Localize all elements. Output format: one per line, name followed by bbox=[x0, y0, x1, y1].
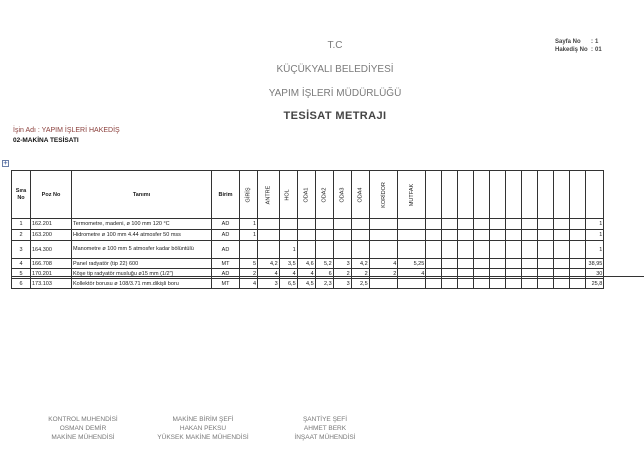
document-title: TESİSAT METRAJI bbox=[283, 110, 387, 122]
cell-poz: 173.103 bbox=[31, 279, 72, 289]
cell-total: 1 bbox=[586, 219, 604, 230]
cell-value bbox=[369, 219, 398, 230]
col-empty bbox=[474, 171, 490, 219]
signature-title: YÜKSEK MAKİNE MÜHENDİSİ bbox=[157, 434, 249, 441]
cell-value bbox=[351, 230, 369, 241]
cell-value: 4 bbox=[240, 279, 258, 289]
cell-value: 2,5 bbox=[351, 279, 369, 289]
signature-role: MAKİNE BİRİM ŞEFİ bbox=[172, 416, 234, 423]
cell-poz: 162.201 bbox=[31, 219, 72, 230]
cell-value: 3 bbox=[333, 259, 351, 269]
header-tc: T.C bbox=[327, 40, 343, 51]
cell-value: 4 bbox=[398, 269, 426, 279]
section-title: 02-MAKİNA TESİSATI bbox=[13, 137, 79, 144]
cell-value bbox=[297, 230, 315, 241]
hakedis-no-value: 01 bbox=[595, 47, 602, 53]
cell-value bbox=[258, 219, 280, 230]
col-room: ODA3 bbox=[333, 171, 351, 219]
cell-birim: AD bbox=[212, 241, 240, 259]
col-room: ANTRE bbox=[258, 171, 280, 219]
cell-tanim: Hidrometre ø 100 mm 4.44 atmosfer 50 mss bbox=[72, 230, 212, 241]
cell-value bbox=[333, 241, 351, 259]
cell-value bbox=[351, 219, 369, 230]
expand-icon[interactable]: + bbox=[3, 159, 8, 167]
cell-value bbox=[279, 230, 297, 241]
cell-value bbox=[398, 279, 426, 289]
cell-sira: 5 bbox=[12, 269, 31, 279]
signature-name: OSMAN DEMİR bbox=[59, 425, 107, 432]
page-info: Sayfa No : 1 Hakediş No : 01 bbox=[555, 39, 602, 53]
hakedis-no-label: Hakediş No bbox=[555, 47, 588, 53]
header-directorate: YAPIM İŞLERİ MÜDÜRLÜĞÜ bbox=[268, 88, 402, 99]
cell-value: 4 bbox=[279, 269, 297, 279]
cell-value: 2 bbox=[369, 269, 398, 279]
page-no-value: 1 bbox=[595, 39, 599, 45]
col-empty bbox=[426, 171, 442, 219]
col-room: GİRİŞ bbox=[240, 171, 258, 219]
cell-value bbox=[315, 219, 333, 230]
cell-value: 3 bbox=[333, 279, 351, 289]
cell-sira: 4 bbox=[12, 259, 31, 269]
table-row bbox=[12, 259, 604, 269]
cell-tanim: Kollektör borusu ø 108/3.71 mm.dikişli boru bbox=[72, 279, 212, 289]
header-municipality: KÜÇÜKYALI BELEDİYESİ bbox=[276, 64, 394, 75]
cell-value bbox=[398, 230, 426, 241]
cell-total: 38,95 bbox=[586, 259, 604, 269]
cell-poz: 166.708 bbox=[31, 259, 72, 269]
cell-value bbox=[333, 219, 351, 230]
cell-value bbox=[333, 230, 351, 241]
cell-tanim: Termometre, madeni, ø 100 mm 120 °C bbox=[72, 219, 212, 230]
cell-value bbox=[351, 241, 369, 259]
col-empty bbox=[554, 171, 570, 219]
cell-poz: 163.200 bbox=[31, 230, 72, 241]
cell-birim: AD bbox=[212, 269, 240, 279]
cell-value: 6 bbox=[315, 269, 333, 279]
cell-tanim: Manometre ø 100 mm 5 atmosfer kadar bölüntülü bbox=[72, 241, 212, 259]
cell-value: 3 bbox=[258, 279, 280, 289]
col-birim: Birim bbox=[212, 171, 240, 219]
cell-total: 1 bbox=[586, 230, 604, 241]
metraj-table bbox=[11, 170, 604, 289]
cell-sira: 1 bbox=[12, 219, 31, 230]
cell-value: 1 bbox=[240, 219, 258, 230]
cell-value: 2 bbox=[240, 269, 258, 279]
col-poz: Poz No bbox=[31, 171, 72, 219]
cell-value: 4,2 bbox=[351, 259, 369, 269]
col-empty bbox=[522, 171, 538, 219]
cell-value: 4,2 bbox=[258, 259, 280, 269]
cell-value: 2 bbox=[333, 269, 351, 279]
cell-poz: 164.300 bbox=[31, 241, 72, 259]
cell-value: 5 bbox=[240, 259, 258, 269]
page-no-label: Sayfa No bbox=[555, 39, 581, 45]
cell-value: 4,5 bbox=[297, 279, 315, 289]
col-empty bbox=[442, 171, 458, 219]
signature-name: HAKAN PEKSU bbox=[179, 425, 227, 432]
signature-name: AHMET BERK bbox=[303, 425, 347, 432]
table-row bbox=[12, 219, 604, 230]
cell-sira: 2 bbox=[12, 230, 31, 241]
cell-value bbox=[315, 241, 333, 259]
cell-sira: 6 bbox=[12, 279, 31, 289]
col-room: ODA1 bbox=[297, 171, 315, 219]
cell-value bbox=[297, 241, 315, 259]
cell-value: 5,25 bbox=[398, 259, 426, 269]
cell-value bbox=[369, 279, 398, 289]
cell-total: 1 bbox=[586, 241, 604, 259]
cell-value: 3,5 bbox=[279, 259, 297, 269]
table-bottom-rule bbox=[11, 276, 644, 277]
cell-value: 4 bbox=[297, 269, 315, 279]
cell-value: 5,2 bbox=[315, 259, 333, 269]
table-row bbox=[12, 279, 604, 289]
cell-value bbox=[369, 241, 398, 259]
cell-value bbox=[258, 230, 280, 241]
cell-value: 1 bbox=[279, 241, 297, 259]
cell-birim: MT bbox=[212, 259, 240, 269]
cell-tanim: Köşe tip radyatör musluğu ø15 mm (1/2") bbox=[72, 269, 212, 279]
col-sira: Sıra No bbox=[12, 171, 31, 219]
col-total bbox=[586, 171, 604, 219]
col-room: KORİDOR bbox=[369, 171, 398, 219]
col-empty bbox=[570, 171, 586, 219]
signature-role: KONTROL MUHENDİSİ bbox=[48, 416, 118, 423]
signature-role: ŞANTİYE ŞEFİ bbox=[302, 416, 348, 423]
signature-title: MAKİNE MÜHENDİSİ bbox=[51, 434, 115, 441]
work-name: İşin Adı : YAPIM İŞLERİ HAKEDİŞ bbox=[13, 127, 120, 134]
col-tanim: Tanımı bbox=[72, 171, 212, 219]
cell-sira: 3 bbox=[12, 241, 31, 259]
signature-unit-chief bbox=[138, 415, 268, 442]
col-empty bbox=[458, 171, 474, 219]
cell-value bbox=[369, 230, 398, 241]
table-row bbox=[12, 269, 604, 279]
col-empty bbox=[506, 171, 522, 219]
cell-total: 30 bbox=[586, 269, 604, 279]
cell-poz: 170.201 bbox=[31, 269, 72, 279]
cell-total: 25,8 bbox=[586, 279, 604, 289]
col-empty bbox=[490, 171, 506, 219]
cell-value: 1 bbox=[240, 230, 258, 241]
signature-title: İNŞAAT MÜHENDİSİ bbox=[294, 434, 356, 441]
cell-value: 4 bbox=[258, 269, 280, 279]
cell-tanim: Panel radyatör (tip 22) 600 bbox=[72, 259, 212, 269]
cell-value: 2,3 bbox=[315, 279, 333, 289]
col-room: MUTFAK bbox=[398, 171, 426, 219]
cell-value bbox=[315, 230, 333, 241]
cell-birim: MT bbox=[212, 279, 240, 289]
cell-value: 6,5 bbox=[279, 279, 297, 289]
col-room: HOL bbox=[279, 171, 297, 219]
signature-control-engineer bbox=[18, 415, 148, 442]
cell-value: 4 bbox=[369, 259, 398, 269]
signature-site-chief bbox=[260, 415, 390, 442]
cell-birim: AD bbox=[212, 230, 240, 241]
cell-value bbox=[398, 219, 426, 230]
table-row bbox=[12, 230, 604, 241]
cell-value bbox=[240, 241, 258, 259]
cell-value: 2 bbox=[351, 269, 369, 279]
cell-value bbox=[279, 219, 297, 230]
col-empty bbox=[538, 171, 554, 219]
col-room: ODA4 bbox=[351, 171, 369, 219]
table-row bbox=[12, 241, 604, 259]
cell-value bbox=[258, 241, 280, 259]
table-header-row bbox=[12, 171, 604, 219]
col-room: ODA2 bbox=[315, 171, 333, 219]
cell-value bbox=[398, 241, 426, 259]
cell-value: 4,6 bbox=[297, 259, 315, 269]
cell-birim: AD bbox=[212, 219, 240, 230]
cell-value bbox=[297, 219, 315, 230]
